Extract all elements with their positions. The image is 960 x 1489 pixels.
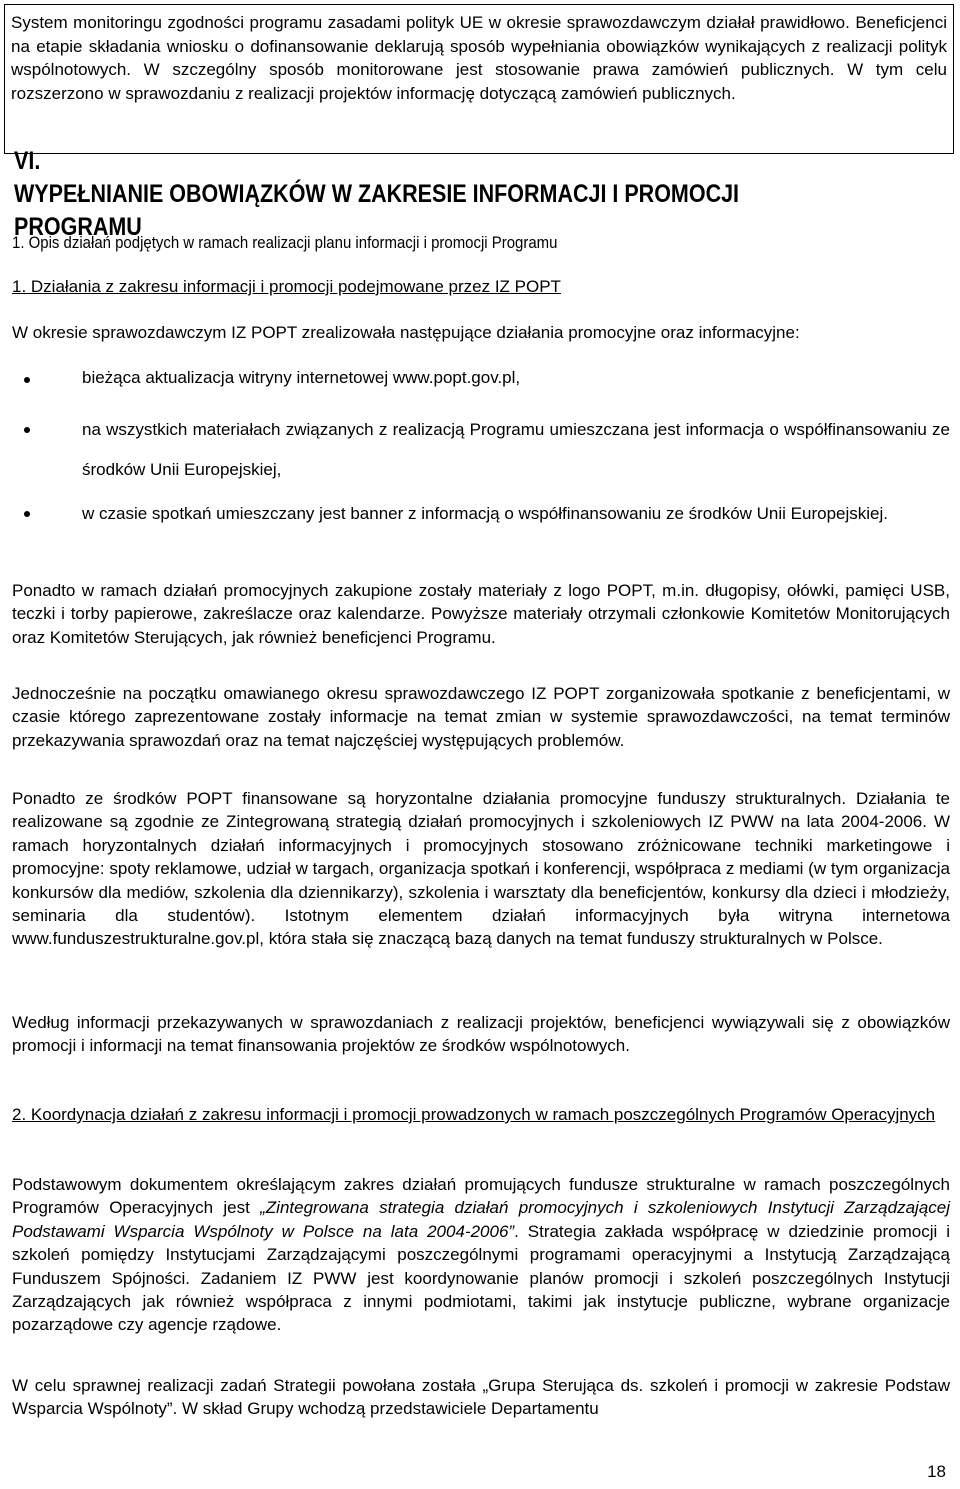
bullet-icon: [24, 377, 30, 383]
strategy-text-end: . Strategia zakłada współpracę w dziedzinie promocji i szkoleń pomiędzy Instytucjami Zarządzającymi poszczególnymi programami operacyjnymi a Instytucją Zarządzającą Funduszem Spójności. Zadaniem IZ PWW jest koordynowanie planów promocji i szkoleń poszczególnych Instytucji Zarządzających jak również współpraca z innymi podmiotami, takimi jak instytucje publiczne, wybrane organizacje pozarządowe czy agencje rządowe.: [12, 1221, 951, 1335]
monitoring-summary-text: System monitoringu zgodności programu zasadami polityk UE w okresie sprawozdawczym działał prawidłowo. Beneficjenci na etapie składania wniosku o dofinansowanie deklarują sposób wypełniania obowiązków wynikających z realizacji polityk wspólnotowych. W szczególny sposób monitorowane jest stosowanie prawa zamówień publicznych. W tym celu rozszerzono w sprawozdaniu z realizacji projektów informację dotyczącą zamówień publicznych.: [11, 13, 947, 103]
beneficiaries-paragraph: Według informacji przekazywanych w sprawozdaniach z realizacji projektów, beneficjenci wywiązywali się z obowiązków promocji i informacji na temat finansowania projektów ze środków wspólnotowych.: [12, 1013, 950, 1056]
meeting-paragraph: Jednocześnie na początku omawianego okresu sprawozdawczego IZ POPT zorganizowała spotkanie z beneficjentami, w czasie którego zaprezentowane zostały informacje na temat zmian w systemie sprawozdawczości, na temat terminów przekazywania sprawozdań oraz na temat najczęściej występujących problemów.: [12, 684, 950, 750]
bullet-icon: [24, 511, 30, 517]
bullet-icon: [24, 427, 30, 433]
page-number: 18: [927, 1462, 946, 1481]
section-heading: [14, 145, 788, 244]
list-item-text: w czasie spotkań umieszczany jest banner z informacją o współfinansowaniu ze środków Unii Europejskiej.: [82, 504, 888, 523]
subsection-heading: 1. Opis działań podjętych w ramach realizacji planu informacji i promocji Programu: [12, 233, 558, 252]
point-2-heading: 2. Koordynacja działań z zakresu informacji i promocji prowadzonych w ramach poszczególnych Programów Operacyjnych: [12, 1105, 936, 1124]
point-1-heading: 1. Działania z zakresu informacji i promocji podejmowane przez IZ POPT: [12, 277, 561, 296]
materials-paragraph: Ponadto w ramach działań promocyjnych zakupione zostały materiały z logo POPT, m.in. długopisy, ołówki, pamięci USB, teczki i torby papierowe, zakreślacze oraz kalendarze. Powyższe materiały otrzymali członkowie Komitetów Monitorujących oraz Komitetów Sterujących, jak również beneficjenci Programu.: [12, 581, 950, 647]
list-item-text: na wszystkich materiałach związanych z realizacją Programu umieszczana jest informacja o współfinansowaniu ze środków Unii Europejskiej,: [82, 420, 950, 479]
list-item-text: bieżąca aktualizacja witryny internetowej www.popt.gov.pl,: [82, 368, 521, 387]
horizontal-actions-paragraph: Ponadto ze środków POPT finansowane są horyzontalne działania promocyjne funduszy strukturalnych. Działania te realizowane są zgodnie ze Zintegrowaną strategią działań promocyjnych i szkoleniowych IZ PWW na lata 2004-2006. W ramach horyzontalnych działań informacyjnych i promocyjnych stosowano zróżnicowane techniki marketingowe i promocyjne: spoty reklamowe, udział w targach, organizacja spotkań i konferencji, współpraca z mediami (w tym organizacja konkursów dla mediów, szkolenia dla dziennikarzy), szkolenia i warsztaty dla beneficjentów, konkursy dla dzieci i młodzieży, seminaria dla studentów). Istotnym elementem działań informacyjnych była witryna internetowa www.funduszestrukturalne.gov.pl, która stała się znaczącą bazą danych na temat funduszy strukturalnych w Polsce.: [12, 789, 950, 949]
strategy-document-title: „Zintegrowana strategia działań promocyjnych i szkoleniowych Instytucji Zarządzającej Podstawami Wsparcia Wspólnoty w Polsce na lata 2004-2006”: [12, 1198, 951, 1241]
strategy-paragraph: [12, 1173, 950, 1337]
intro-paragraph: W okresie sprawozdawczym IZ POPT zrealizowała następujące działania promocyjne oraz informacyjne:: [12, 323, 800, 342]
monitoring-summary-box: [4, 4, 954, 154]
steering-group-paragraph: W celu sprawnej realizacji zadań Strategii powołana została „Grupa Sterująca ds. szkoleń i promocji w zakresie Podstaw Wsparcia Wspólnoty”. W skład Grupy wchodzą przedstawiciele Departamentu: [12, 1376, 950, 1419]
section-title: WYPEŁNIANIE OBOWIĄZKÓW W ZAKRESIE INFORMACJI I PROMOCJI PROGRAMU: [14, 180, 740, 241]
strategy-text-start: Podstawowym dokumentem określającym zakres działań promujących fundusze strukturalne w ramach poszczególnych Programów Operacyjnych jest: [12, 1175, 950, 1218]
section-number: VI.: [14, 147, 41, 175]
